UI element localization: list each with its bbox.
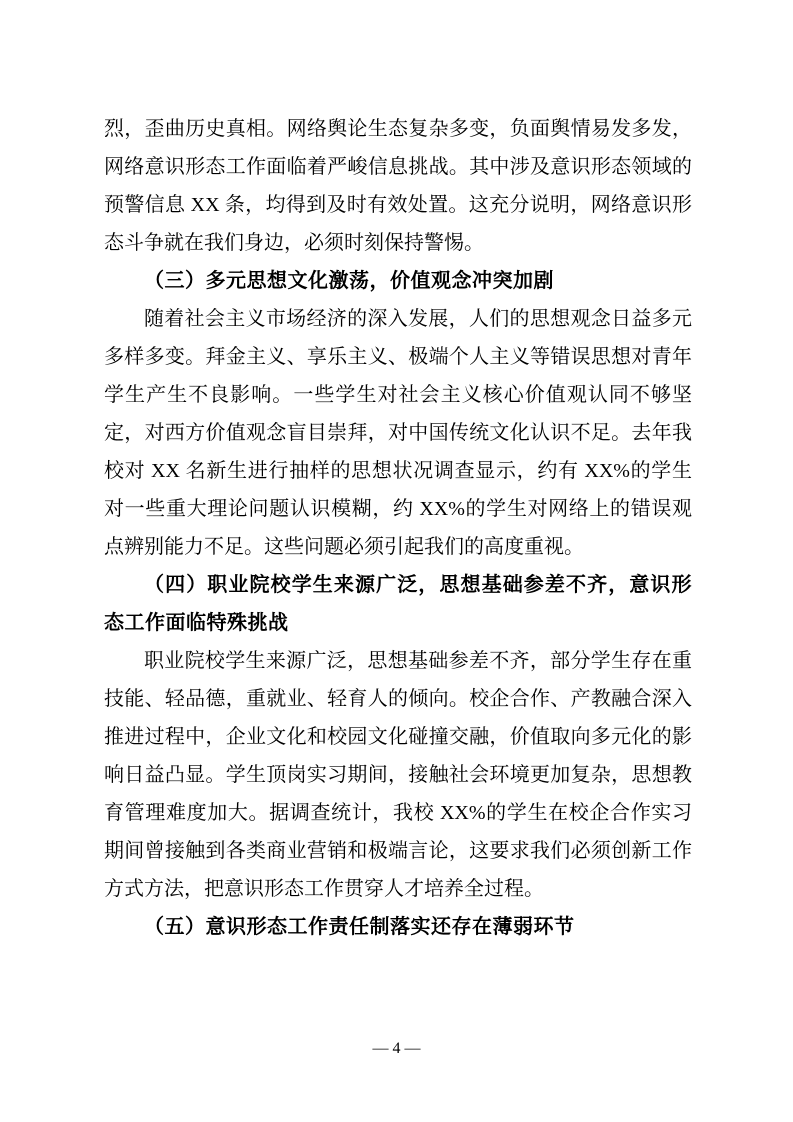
page-number: — 4 — — [372, 1040, 421, 1057]
body-paragraph: 烈，歪曲历史真相。网络舆论生态复杂多变，负面舆情易发多发，网络意识形态工作面临着严峻信息挑战。其中涉及意识形态领域的预警信息 XX 条，均得到及时有效处置。这充分说明，网络意识形态斗争就在我们身边，必须时刻保持警惕。 — [104, 118, 692, 254]
section-heading-3: （三）多元思想文化激荡，价值观念冲突加剧 — [144, 270, 554, 292]
body-paragraph: 职业院校学生来源广泛，思想基础参差不齐，部分学生存在重技能、轻品德，重就业、轻育人的倾向。校企合作、产教融合深入推进过程中，企业文化和校园文化碰撞交融，价值取向多元化的影响日益凸显。学生顶岗实习期间，接触社会环境更加复杂，思想教育管理难度加大。据调查统计，我校 XX%的学生在校企合作实习期间曾接触到各类商业营销和极端言论，这要求我们必须创新工作方式方法，把意识形态工作贯穿人才培养全过程。 — [104, 650, 692, 900]
body-paragraph: 随着社会主义市场经济的深入发展，人们的思想观念日益多元多样多变。拜金主义、享乐主义、极端个人主义等错误思想对青年学生产生不良影响。一些学生对社会主义核心价值观认同不够坚定，对西方价值观念盲目崇拜，对中国传统文化认识不足。去年我校对 XX 名新生进行抽样的思想状况调查显示，约有 XX%的学生对一些重大理论问题认识模糊，约 XX%的学生对网络上的错误观点辨别能力不足。这些问题必须引起我们的高度重视。 — [104, 308, 692, 558]
section-heading-5: （五）意识形态工作责任制落实还存在薄弱环节 — [144, 916, 575, 938]
document-content — [104, 110, 692, 946]
section-heading-4: （四）职业院校学生来源广泛，思想基础参差不齐，意识形态工作面临特殊挑战 — [104, 574, 692, 634]
